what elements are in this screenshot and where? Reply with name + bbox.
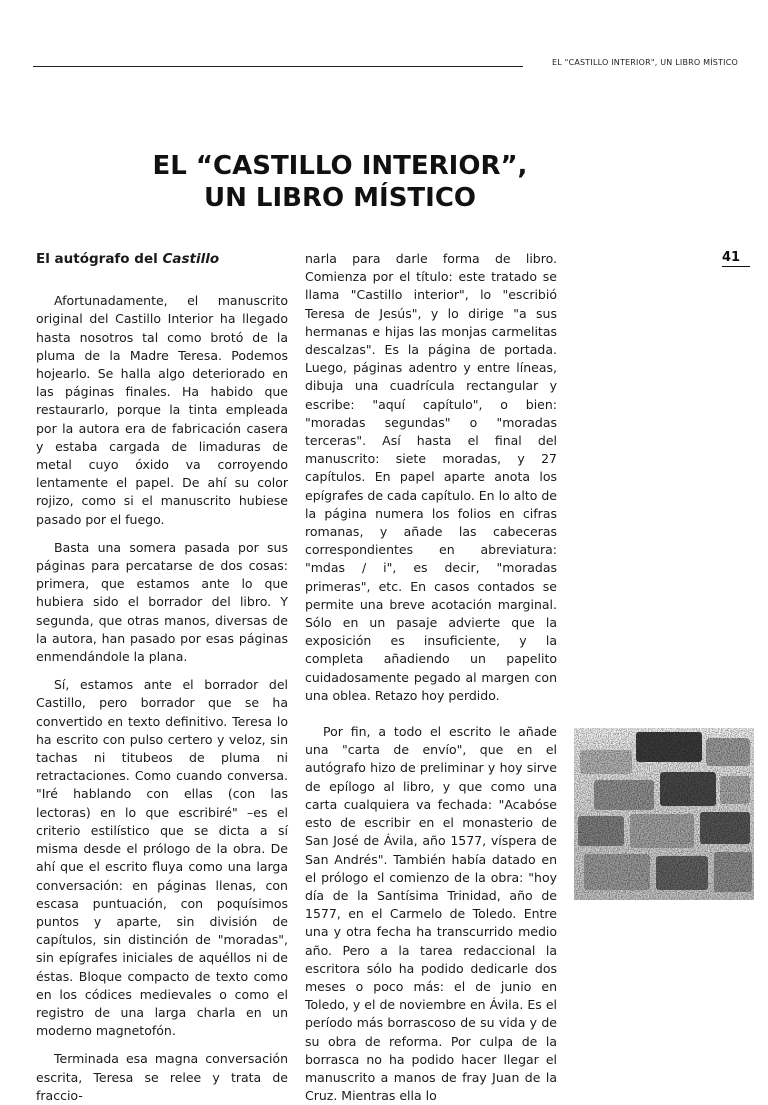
title-line-1: EL “CASTILLO INTERIOR”,	[152, 151, 528, 181]
header-rule	[33, 66, 523, 67]
section-heading-italic: Castillo	[162, 251, 220, 267]
paragraph: Sí, estamos ante el borrador del Castillo, pero borrador que se ha convertido en texto definitivo. Teresa lo ha escrito con pulso certero y veloz, sin tachas ni titubeos de pluma ni retractaciones. Como cuando conversa. "Iré hablando con ellas (con las lectoras) en lo que escribiré" –es el criterio estilístico que se dicta a sí misma desde el prólogo de la obra. De ahí que el escrito fluya como una larga conversación: en páginas llenas, con escasa puntuación, con poquísimos puntos y aparte, sin división de capítulos, sin distinción de "moradas", sin epígrafes iniciales de aquéllos ni de éstas. Bloque compacto de texto como en los códices medievales o como el registro de una larga charla en un moderno magnetofón.	[36, 677, 288, 1039]
paragraph: Afortunadamente, el manuscrito original del Castillo Interior ha llegado hasta nosotros tal como brotó de la pluma de la Madre Teresa. Podemos hojearlo. Se halla algo deteriorado en las páginas finales. Ha habido que restaurarlo, porque la tinta empleada por la autora era de fabricación casera y estaba cargada de limaduras de metal cuyo óxido va corroyendo lentamente el papel. De ahí su color rojizo, como si el manuscrito hubiese pasado por el fuego.	[36, 293, 288, 527]
page-title	[40, 150, 640, 214]
paragraph: Por fin, a todo el escrito le añade una "carta de envío", que en el autógrafo hizo de preliminar y hoy sirve de epílogo al libro, y que como una carta cualquiera va fechada: "Acabóse esto de escribir en el monasterio de San José de Ávila, año 1577, víspera de San Andrés". También había datado en el prólogo el comienzo de la obra: "hoy día de la Santísima Trinidad, año de 1577, en el Carmelo de Toledo. Entre una y otra fecha ha transcurrido medio año. Pero a la tarea redaccional la escritora sólo ha podido dedicarle dos meses o poco más: el de junio en Toledo, y el de noviembre en Ávila. Es el período más borrascoso de su vida y de su obra de reforma. Por culpa de la borrasca no ha podido hacer llegar el manuscrito a manos de fray Juan de la Cruz. Mientras ella lo	[305, 724, 557, 1104]
section-heading-text: El autógrafo del	[36, 251, 163, 267]
paragraph: narla para darle forma de libro. Comienza por el título: este tratado se llama "Castillo interior", lo "escribió Teresa de Jesús", y lo dirige "a sus hermanas e hijas las monjas carmelitas descalzas". Es la página de portada. Luego, páginas adentro y entre líneas, dibuja una cuadrícula rectangular y escribe: "aquí capítulo", o bien: "moradas segundas" o "moradas terceras". Así hasta el final del manuscrito: siete moradas, y 27 capítulos. En papel aparte anota los epígrafes de cada capítulo. En lo alto de la página numera los folios en cifras romanas, y añade las cabeceras correspondientes en abreviatura: "mdas / i", es decir, "moradas primeras", etc. En casos contados se permite una breve acotación marginal. Sólo en un pasaje advierte que la exposición es insuficiente, y la completa añadiendo un papelito cuidadosamente pegado al margen con una oblea. Retazo hoy perdido.	[305, 251, 557, 703]
right-column	[305, 250, 557, 1105]
left-column	[36, 250, 288, 1105]
stone-wall-photo	[574, 718, 754, 900]
paragraph: Basta una somera pasada por sus páginas para percatarse de dos cosas: primera, que estamos ante lo que hubiera sido el borrador del libro. Y segunda, que otras manos, diversas de la autora, han pasado por esas páginas enmendándole la plana.	[36, 539, 288, 665]
running-head: EL "CASTILLO INTERIOR", UN LIBRO MÍSTICO	[552, 58, 738, 67]
page-number: 41	[722, 250, 750, 267]
title-line-2: UN LIBRO MÍSTICO	[203, 183, 477, 213]
paragraph: Terminada esa magna conversación escrita, Teresa se relee y trata de fraccio-	[36, 1051, 288, 1103]
section-heading	[36, 250, 288, 268]
